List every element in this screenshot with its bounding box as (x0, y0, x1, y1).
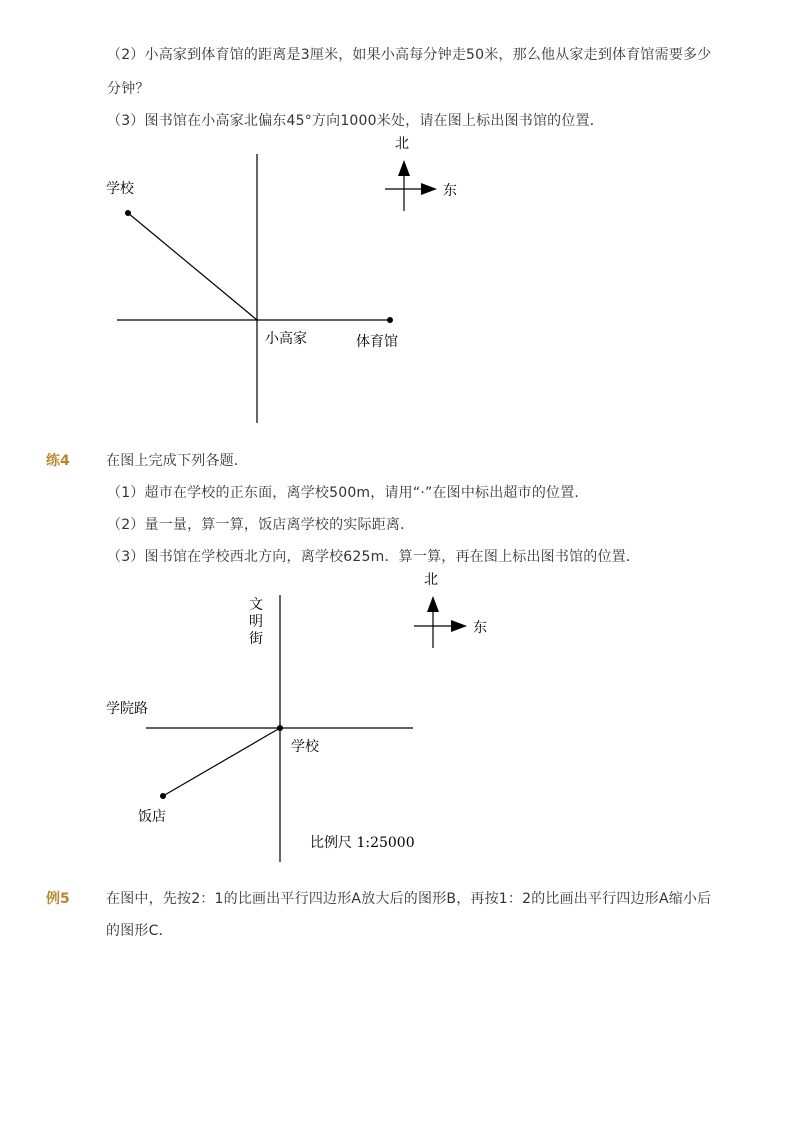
figure1-north-label: 北 (395, 136, 409, 152)
exercise-4-item-1: （1）超市在学校的正东面，离学校500m，请用“·”在图中标出超市的位置． (107, 485, 589, 501)
figure1-gym-point (387, 317, 393, 323)
figure2-east-label: 东 (473, 620, 487, 636)
figure2-restaurant-line (163, 728, 280, 796)
figure1-gym-label: 体育馆 (356, 334, 398, 350)
figure1-east-arrow-icon (421, 183, 437, 195)
example-5-line1: 在图中，先按2：1的比画出平行四边形A放大后的图形B，再按1：2的比画出平行四边形A缩小后 (106, 891, 712, 907)
exercise-4-intro: 在图上完成下列各题． (106, 453, 248, 469)
figure2-school-label: 学校 (291, 739, 319, 755)
figure1-home-label: 小高家 (265, 331, 307, 347)
figure2-north-label: 北 (424, 572, 438, 588)
exercise-4-item-3: （3）图书馆在学校西北方向，离学校625m．算一算，再在图上标出图书馆的位置． (107, 549, 641, 565)
figure2-restaurant-label: 饭店 (138, 809, 166, 825)
figure1-school-point (125, 210, 131, 216)
figure2-school-point (277, 725, 283, 731)
figure2-east-arrow-icon (451, 620, 467, 632)
exercise-4-item-2: （2）量一量，算一算，饭店离学校的实际距离． (107, 517, 415, 533)
item-2-text-line1: （2）小高家到体育馆的距离是3厘米，如果小高每分钟走50米，那么他从家走到体育馆需要多少 (107, 47, 712, 63)
figure2-road-label: 学院路 (106, 701, 148, 717)
figure1-school-label: 学校 (106, 181, 134, 197)
figure2-street-label-char3: 街 (249, 631, 263, 647)
figure1-east-label: 东 (443, 183, 457, 199)
exercise-4-tag: 练4 (46, 453, 70, 469)
figure1-north-arrow-icon (398, 160, 410, 176)
figure2-north-arrow-icon (427, 596, 439, 612)
example-5-tag: 例5 (46, 891, 70, 907)
figure2-street-label-char2: 明 (249, 614, 263, 630)
figure1-school-line (128, 213, 257, 320)
item-3-text: （3）图书馆在小高家北偏东45°方向1000米处，请在图上标出图书馆的位置． (107, 113, 604, 129)
figure2-scale-label: 比例尺 1:25000 (310, 835, 415, 851)
example-5-line2: 的图形C． (106, 923, 173, 939)
figure2-restaurant-point (160, 793, 166, 799)
figure2-street-label-char1: 文 (249, 597, 263, 613)
item-2-text-line2: 分钟？ (107, 81, 150, 97)
